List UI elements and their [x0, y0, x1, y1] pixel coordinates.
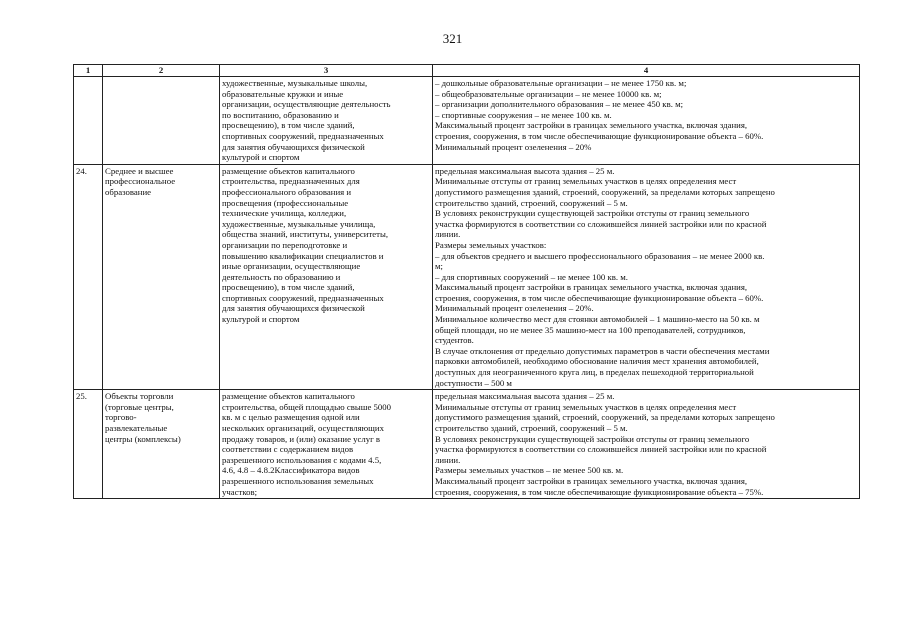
table-row	[74, 164, 860, 389]
use-description-line: строительства, общей площадью свыше 5000	[222, 401, 392, 412]
use-description-line: размещение объектов капитального	[222, 165, 355, 176]
parameters-line: линии.	[435, 454, 461, 465]
parameters-line: – спортивные сооружения – не менее 100 кв. м.	[435, 109, 612, 120]
parameters-line: допустимого размещения зданий, строений, сооружений, за пределами которых запрещено	[435, 412, 775, 423]
parameters-line: доступности – 500 м	[435, 377, 512, 388]
use-description-line: для занятия обучающихся физической	[222, 303, 365, 314]
parameters-line: участка формируются в соответствии со сложившейся линией застройки или по красной	[435, 444, 767, 455]
use-name-line: торгово-	[105, 412, 137, 423]
use-description-line: спортивных сооружений, предназначенных	[222, 130, 384, 141]
use-name-cell	[103, 164, 220, 389]
use-description-line: продажу товаров, и (или) оказание услуг в	[222, 433, 381, 444]
parameters-line: предельная максимальная высота здания – 25 м.	[435, 165, 615, 176]
parameters-line: строительство зданий, строений, сооружений – 5 м.	[435, 423, 628, 433]
use-description-line: организации по переподготовке и	[222, 239, 348, 250]
parameters-line: Максимальный процент застройки в границах земельного участка, включая здания,	[435, 475, 748, 486]
parameters-line: студентов.	[435, 335, 474, 346]
parameters-cell	[433, 164, 860, 389]
zoning-table	[73, 64, 860, 499]
parameters-line: Минимальный процент озеленения – 20%.	[435, 303, 594, 314]
use-name-line: развлекательные	[105, 423, 168, 433]
parameters-line: общей площади, но не менее 35 машино-мест на 100 преподавателей, сотрудников,	[435, 324, 746, 335]
parameters-line: Максимальный процент застройки в границах земельного участка, включая здания,	[435, 120, 748, 131]
parameters-line: участка формируются в соответствии со сложившейся линией застройки или по красной	[435, 218, 767, 229]
parameters-line: – для спортивных сооружений – не менее 100 кв. м.	[435, 271, 628, 282]
use-description-line: строительства, предназначенных для	[222, 176, 360, 187]
parameters-line: предельная максимальная высота здания – 25 м.	[435, 391, 615, 402]
use-description-cell	[220, 390, 433, 499]
use-name-line: центры (комплексы)	[105, 433, 181, 444]
use-description-line: 4.6, 4.8 – 4.8.2Классификатора видов	[222, 465, 360, 476]
parameters-line: В случае отклонения от предельно допустимых параметров в части обеспечения местами	[435, 345, 770, 356]
use-description-line: организации, осуществляющие деятельность	[222, 99, 391, 110]
parameters-line: парковки автомобилей, необходимо обоснование наличия мест хранения автомобилей,	[435, 356, 759, 367]
use-description-line: общества знаний, институты, университеты,	[222, 229, 389, 240]
use-name-line: Среднее и высшее	[105, 165, 174, 176]
parameters-line: – для объектов среднего и высшего профессионального образования – не менее 2000 кв.	[435, 250, 765, 261]
parameters-line: строительство зданий, строений, сооружений – 5 м.	[435, 197, 628, 208]
use-description-line: кв. м с целью размещения одной или	[222, 412, 360, 423]
parameters-line: В условиях реконструкции существующей застройки отступы от границ земельного	[435, 433, 750, 444]
row-number: 24.	[74, 164, 103, 389]
parameters-line: Размеры земельных участков:	[435, 239, 547, 250]
use-description-line: повышению квалификации специалистов и	[222, 250, 384, 261]
parameters-line: Минимальный процент озеленения – 20%	[435, 141, 592, 152]
use-description-line: художественные, музыкальные училища,	[222, 218, 376, 229]
table-row	[74, 390, 860, 499]
use-description-line: участков;	[222, 486, 258, 497]
parameters-line: Размеры земельных участков – не менее 500 кв. м.	[435, 465, 624, 476]
parameters-line: – организации дополнительного образования – не менее 450 кв. м;	[435, 99, 684, 110]
use-name-cell	[103, 390, 220, 499]
use-description-line: культурой и спортом	[222, 152, 300, 163]
row-number	[74, 77, 103, 165]
parameters-cell	[433, 390, 860, 499]
parameters-line: доступных для неограниченного круга лиц, в пределах пешеходной территориальной	[435, 367, 754, 378]
parameters-line: строения, сооружения, в том числе обеспечивающие функционирование объекта – 60%.	[435, 130, 764, 141]
table-body	[74, 77, 860, 499]
parameters-line: Минимальные отступы от границ земельных участков в целях определения мест	[435, 176, 737, 187]
use-description-line: деятельность по образованию и	[222, 271, 341, 282]
use-description-line: разрешенного использования с кодами 4.5,	[222, 454, 382, 465]
use-description-line: образовательные кружки и иные	[222, 88, 344, 99]
parameters-line: линии.	[435, 229, 461, 240]
parameters-line: В условиях реконструкции существующей застройки отступы от границ земельного	[435, 208, 750, 219]
use-name-line: Объекты торговли	[105, 391, 174, 402]
use-description-line: культурой и спортом	[222, 314, 300, 325]
use-description-line: просвещения (профессиональные	[222, 197, 349, 208]
column-header-3: 3	[220, 65, 433, 77]
use-description-cell	[220, 77, 433, 165]
use-description-line: для занятия обучающихся физической	[222, 141, 365, 152]
use-description-line: просвещению), в том числе зданий,	[222, 120, 355, 131]
use-description-line: размещение объектов капитального	[222, 391, 355, 402]
page-number: 321	[442, 31, 463, 46]
use-description-cell	[220, 164, 433, 389]
use-description-line: разрешенного использования земельных	[222, 475, 374, 486]
use-description-line: соответствии с содержанием видов	[222, 444, 354, 455]
parameters-line: строения, сооружения, в том числе обеспечивающие функционирование объекта – 75%.	[435, 486, 764, 497]
parameters-line: м;	[435, 261, 443, 272]
use-description-line: по воспитанию, образованию и	[222, 109, 339, 120]
use-description-line: нескольких организаций, осуществляющих	[222, 423, 384, 433]
table-row	[74, 77, 860, 165]
header-row	[74, 65, 860, 77]
use-description-line: просвещению), в том числе зданий,	[222, 282, 355, 293]
use-description-line: профессионального образования и	[222, 186, 352, 197]
use-description-line: иные организации, осуществляющие	[222, 261, 361, 272]
use-name-cell	[103, 77, 220, 165]
parameters-line: Минимальное количество мест для стоянки автомобилей – 1 машино-место на 50 кв. м	[435, 314, 760, 325]
use-description-line: технические училища, колледжи,	[222, 208, 347, 219]
row-number: 25.	[74, 390, 103, 499]
column-header-2: 2	[103, 65, 220, 77]
use-name-line: образование	[105, 186, 152, 197]
parameters-line: строения, сооружения, в том числе обеспечивающие функционирование объекта – 60%.	[435, 292, 764, 303]
parameters-line: допустимого размещения зданий, строений, сооружений, за пределами которых запрещено	[435, 186, 775, 197]
parameters-cell	[433, 77, 860, 165]
parameters-line: – общеобразовательные организации – не менее 10000 кв. м;	[435, 88, 662, 99]
parameters-line: Минимальные отступы от границ земельных участков в целях определения мест	[435, 401, 737, 412]
use-description-line: художественные, музыкальные школы,	[222, 78, 368, 88]
parameters-line: Максимальный процент застройки в границах земельного участка, включая здания,	[435, 282, 748, 293]
use-name-line: профессиональное	[105, 176, 176, 187]
column-header-4: 4	[433, 65, 860, 77]
use-description-line: спортивных сооружений, предназначенных	[222, 292, 384, 303]
column-header-1: 1	[74, 65, 103, 77]
parameters-line: – дошкольные образовательные организации – не менее 1750 кв. м;	[435, 78, 687, 88]
use-name-line: (торговые центры,	[105, 401, 174, 412]
